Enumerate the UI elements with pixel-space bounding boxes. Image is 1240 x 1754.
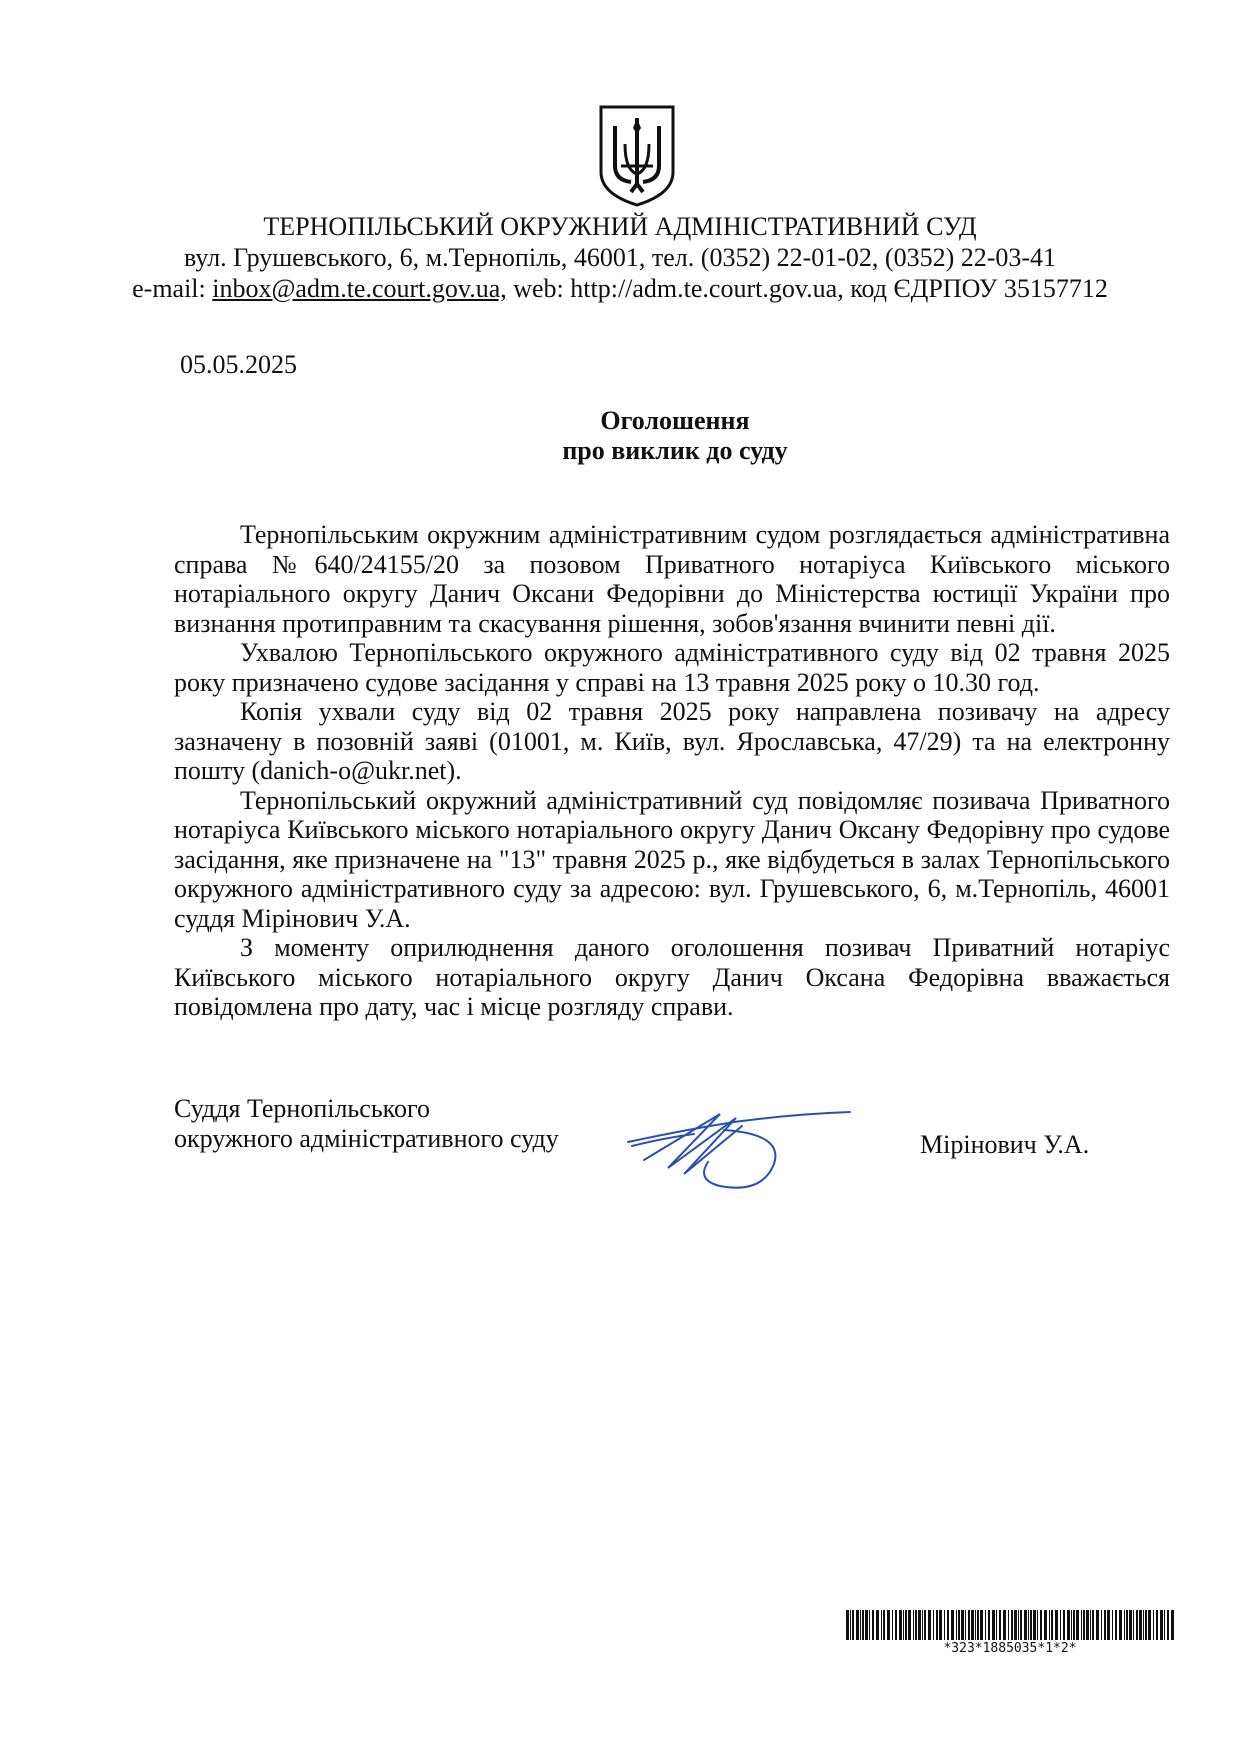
announcement-body — [174, 520, 1170, 1022]
barcode — [846, 1610, 1174, 1640]
email-label: e-mail: — [132, 274, 213, 303]
email-link[interactable]: inbox@adm.te.court.gov.ua, — [212, 274, 507, 303]
document-subtitle: про виклик до суду — [562, 436, 788, 465]
document-title: Оголошення — [600, 406, 750, 435]
court-address: вул. Грушевського, 6, м.Тернопіль, 46001, тел. (0352) 22-01-02, (0352) 22-03-41 — [183, 243, 1057, 272]
document-date: 05.05.2025 — [180, 350, 297, 379]
judge-position — [174, 1094, 559, 1154]
paragraph-case: Тернопільським окружним адміністративним судом розглядається адміністративна справа №640/24155/20 за позовом Приватного нотаріуса Київського міського нотаріального округу Данич Оксани Федорівни до Міністерства юстиції України про визнання протиправним та скасування рішення, зобов'язання вчинити певні дії. — [174, 520, 1170, 638]
judge-name: Мірінович У.А. — [920, 1130, 1090, 1159]
judge-position-line2: окружного адміністративного суду — [174, 1124, 559, 1153]
paragraph-hearing: Ухвалою Тернопільського окружного адміністративного суду від 02 травня 2025 року призначено судове засідання у справі на 13 травня 2025 року о 10.30 год. — [174, 638, 1170, 697]
coat-of-arms-icon — [597, 104, 677, 208]
paragraph-copy: Копія ухвали суду від 02 травня 2025 року направлена позивачу на адресу зазначену в позовній заяві (01001, м. Київ, вул. Ярославська, 47/29) та на електронну пошту (danich-o@ukr.net). — [174, 697, 1170, 785]
web-and-code: web: http://adm.te.court.gov.ua, код ЄДРПОУ 35157712 — [506, 274, 1108, 303]
court-name: ТЕРНОПІЛЬСЬКИЙ ОКРУЖНИЙ АДМІНІСТРАТИВНИЙ СУД — [263, 212, 977, 241]
paragraph-notice: Тернопільський окружний адміністративний суд повідомляє позивача Приватного нотаріуса Київського міського нотаріального округу Данич Оксану Федорівну про судове засідання, яке призначене на "13" травня 2025 р., яке відбудеться в залах Тернопільського окружного адміністративного суду за адресою: вул. Грушевського, 6, м.Тернопіль, 46001 суддя Мірінович У.А. — [174, 785, 1170, 933]
court-contacts — [0, 273, 1240, 305]
barcode-number: *323*1885035*1*2* — [943, 1641, 1077, 1656]
judge-position-line1: Суддя Тернопільського — [174, 1094, 431, 1123]
paragraph-publication: З моменту оприлюднення даного оголошення позивач Приватний нотаріус Київського міського нотаріального округу Данич Оксана Федорівна вважається повідомлена про дату, час і місце розгляду справи. — [174, 933, 1170, 1021]
handwritten-signature — [624, 1100, 854, 1192]
